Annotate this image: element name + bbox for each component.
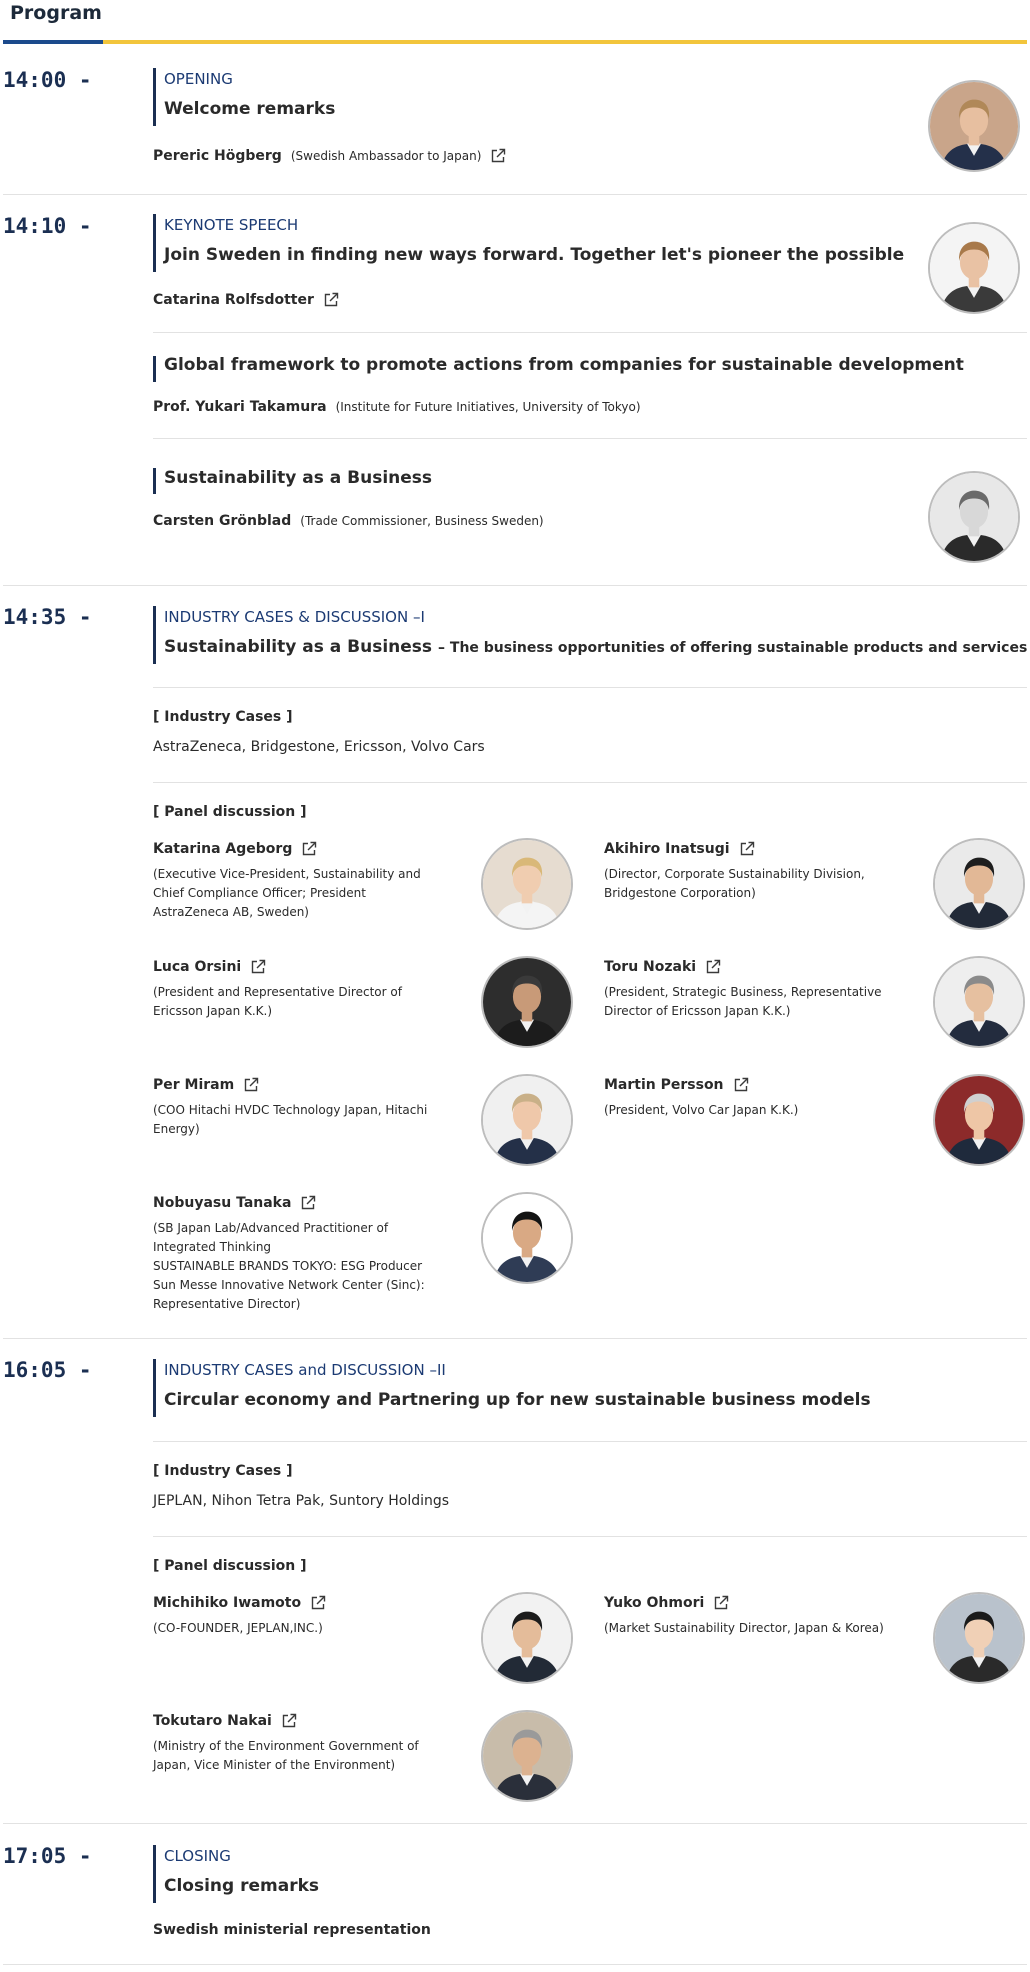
external-link-icon[interactable]: [309, 1594, 327, 1612]
session-category: OPENING: [164, 70, 233, 88]
session-accent-bar: [153, 214, 156, 272]
panelist-avatar: [481, 1710, 573, 1802]
session-time: 14:10 -: [3, 214, 92, 238]
talk-title: Sustainability as a Business: [164, 468, 433, 488]
panelist-role: (Executive Vice-President, Sustainability and Chief Compliance Officer; President AstraZeneca AB, Sweden): [153, 867, 421, 919]
speaker-avatar: [928, 222, 1020, 314]
session-title: Welcome remarks: [164, 99, 336, 119]
panelist-role: (COO Hitachi HVDC Technology Japan, Hitachi Energy): [153, 1103, 428, 1136]
panelist: [153, 1075, 453, 1139]
panelist: [153, 1193, 453, 1314]
external-link-icon[interactable]: [732, 1076, 750, 1094]
session-subtitle: – The business opportunities of offering sustainable products and services: [438, 640, 1028, 656]
panelist-name: Nobuyasu Tanaka: [153, 1195, 292, 1211]
session-category: KEYNOTE SPEECH: [164, 216, 299, 234]
panelist-role: (SB Japan Lab/Advanced Practitioner of Integrated Thinking SUSTAINABLE BRANDS TOKYO: ESG Producer Sun Messe Innovative Network Center (Sinc): Representative Director): [153, 1221, 425, 1311]
external-link-icon[interactable]: [280, 1712, 298, 1730]
industry-cases-list: AstraZeneca, Bridgestone, Ericsson, Volvo Cars: [153, 739, 485, 755]
speaker-affiliation: (Trade Commissioner, Business Sweden): [300, 514, 544, 528]
external-link-icon[interactable]: [300, 840, 318, 858]
divider: [3, 585, 1027, 586]
panelist-avatar: [481, 838, 573, 930]
talk-accent-bar: [153, 356, 156, 382]
external-link-icon[interactable]: [738, 840, 756, 858]
session-accent-bar: [153, 1845, 156, 1903]
speaker-name: Carsten Grönblad: [153, 513, 292, 529]
speaker-affiliation: (Institute for Future Initiatives, University of Tokyo): [335, 400, 641, 414]
panelist-role: (President and Representative Director of Ericsson Japan K.K.): [153, 985, 402, 1018]
session-time: 17:05 -: [3, 1844, 92, 1868]
session-accent-bar: [153, 606, 156, 664]
talk-accent-bar: [153, 468, 156, 494]
external-link-icon[interactable]: [249, 958, 267, 976]
divider: [153, 438, 1027, 439]
external-link-icon[interactable]: [704, 958, 722, 976]
panelist-name: Akihiro Inatsugi: [604, 841, 730, 857]
header-accent-blue: [3, 40, 103, 44]
panelist-name: Per Miram: [153, 1077, 235, 1093]
panelist-role: (CO-FOUNDER, JEPLAN,INC.): [153, 1621, 323, 1635]
panelist-role: (Director, Corporate Sustainability Division, Bridgestone Corporation): [604, 867, 865, 900]
panelist-avatar: [481, 956, 573, 1048]
speaker: [153, 399, 641, 415]
speaker-name: Prof. Yukari Takamura: [153, 399, 327, 415]
panelist: [153, 1711, 453, 1775]
speaker-avatar: [928, 471, 1020, 563]
panelist-avatar: [481, 1592, 573, 1684]
speaker: [153, 147, 507, 165]
panelist: [153, 957, 453, 1021]
divider: [153, 1536, 1027, 1537]
speaker-name: Catarina Rolfsdotter: [153, 292, 314, 308]
divider: [153, 687, 1027, 688]
panelist-avatar: [933, 1074, 1025, 1166]
divider: [3, 1338, 1027, 1339]
divider: [3, 194, 1027, 195]
page-title: Program: [10, 2, 102, 24]
panelist-avatar: [933, 956, 1025, 1048]
panel-heading: [ Panel discussion ]: [153, 804, 307, 820]
industry-cases-heading: [ Industry Cases ]: [153, 709, 293, 725]
panelist: [153, 1593, 453, 1638]
speaker-name: Pereric Högberg: [153, 148, 282, 164]
speaker-name: Swedish ministerial representation: [153, 1922, 431, 1938]
panelist-avatar: [933, 1592, 1025, 1684]
divider: [3, 1964, 1027, 1965]
panelist-avatar: [481, 1192, 573, 1284]
industry-cases-list: JEPLAN, Nihon Tetra Pak, Suntory Holdings: [153, 1493, 450, 1509]
panel-heading: [ Panel discussion ]: [153, 1558, 307, 1574]
speaker: [153, 513, 544, 529]
talk-title: Join Sweden in finding new ways forward. Together let's pioneer the possible: [164, 245, 905, 265]
panelist: [604, 839, 904, 903]
panelist-name: Tokutaro Nakai: [153, 1713, 272, 1729]
talk-title: Global framework to promote actions from companies for sustainable development: [164, 355, 964, 375]
session-time: 14:00 -: [3, 68, 92, 92]
divider: [153, 332, 1027, 333]
panelist: [604, 1593, 904, 1638]
session-time: 14:35 -: [3, 605, 92, 629]
speaker: [153, 1922, 431, 1938]
panelist-name: Michihiko Iwamoto: [153, 1595, 302, 1611]
session-category: CLOSING: [164, 1847, 231, 1865]
panelist-role: (Market Sustainability Director, Japan & Korea): [604, 1621, 884, 1635]
header-accent-yellow: [103, 40, 1027, 44]
session-time: 16:05 -: [3, 1358, 92, 1382]
panelist: [604, 957, 904, 1021]
panelist-avatar: [933, 838, 1025, 930]
speaker: [153, 291, 340, 309]
program-header: [0, 0, 1030, 46]
divider: [153, 782, 1027, 783]
industry-cases-heading: [ Industry Cases ]: [153, 1463, 293, 1479]
panelist-name: Martin Persson: [604, 1077, 724, 1093]
panelist-role: (President, Strategic Business, Representative Director of Ericsson Japan K.K.): [604, 985, 882, 1018]
external-link-icon[interactable]: [322, 291, 340, 309]
session-accent-bar: [153, 1359, 156, 1417]
speaker-affiliation: (Swedish Ambassador to Japan): [290, 149, 482, 163]
panelist-name: Toru Nozaki: [604, 959, 697, 975]
session-title-text: Sustainability as a Business: [164, 637, 433, 657]
session-category: INDUSTRY CASES and DISCUSSION –II: [164, 1361, 446, 1379]
panelist-role: (President, Volvo Car Japan K.K.): [604, 1103, 799, 1117]
speaker-avatar: [928, 80, 1020, 172]
session-accent-bar: [153, 68, 156, 126]
external-link-icon[interactable]: [712, 1594, 730, 1612]
panelist-avatar: [481, 1074, 573, 1166]
session-category: INDUSTRY CASES & DISCUSSION –I: [164, 608, 425, 626]
external-link-icon[interactable]: [489, 147, 507, 165]
session-title: Circular economy and Partnering up for new sustainable business models: [164, 1390, 871, 1410]
session-title: [164, 637, 1027, 657]
panelist: [153, 839, 453, 922]
panelist-name: Katarina Ageborg: [153, 841, 293, 857]
panelist-name: Luca Orsini: [153, 959, 242, 975]
panelist-name: Yuko Ohmori: [604, 1595, 705, 1611]
panelist: [604, 1075, 904, 1120]
divider: [153, 1441, 1027, 1442]
external-link-icon[interactable]: [242, 1076, 260, 1094]
external-link-icon[interactable]: [299, 1194, 317, 1212]
panelist-role: (Ministry of the Environment Government of Japan, Vice Minister of the Environment): [153, 1739, 419, 1772]
divider: [3, 1823, 1027, 1824]
session-title: Closing remarks: [164, 1876, 320, 1896]
